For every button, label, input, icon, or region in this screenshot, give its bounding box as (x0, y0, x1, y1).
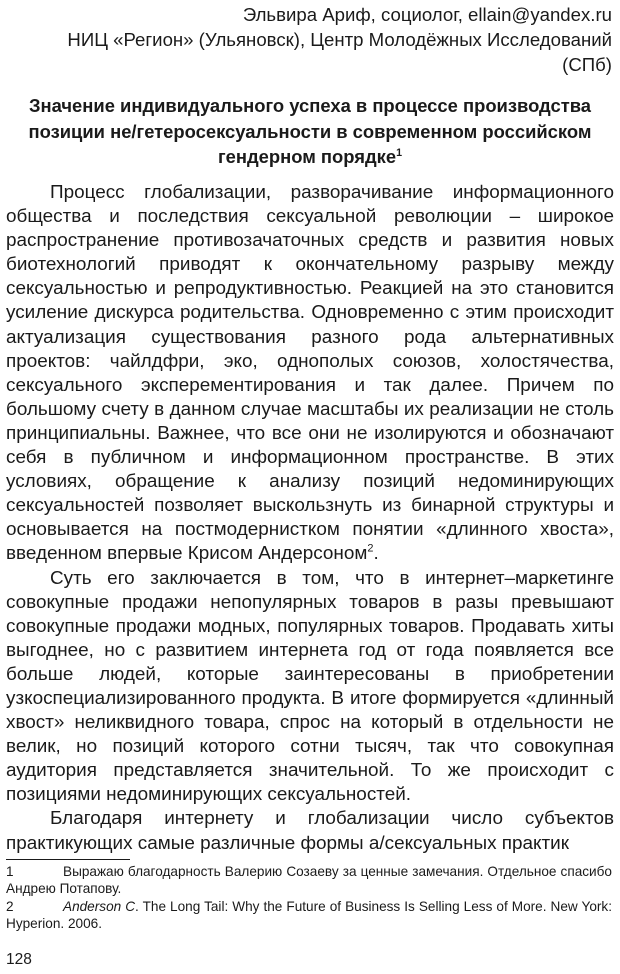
paragraph-text: Процесс глобализации, разворачивание информационного общества и последствия сексуальной революции – широкое распространение противозачаточных средств и развития новых биотехнологий приводят к окончательному разрыву между сексуальностью и репродуктивностью. Реакцией на это становится усиление дискурса родительства. Одновременно с этим происходит актуализация существования разного рода альтернативных проектов: чайлдфри, эко, однополых союзов, холостячества, сексуального эксперементирования и так далее. Причем по большому счету в данном случае масштабы их реализации не столь принципиальны. Важнее, что все они не изолируются и обозначают себя в публичном и информационном пространстве. В этих условиях, обращение к анализу позиций недоминирующих сексуальностей позволяет выскользнуть из бинарной структуры и основывается на постмодернистком понятии «длинного хвоста», введенном впервые Крисом Андерсоном (6, 182, 614, 565)
footnotes (6, 863, 612, 933)
page-number: 128 (6, 951, 32, 968)
paragraph (6, 181, 614, 567)
author-affiliation (12, 2, 612, 77)
footnote-number: 2 (6, 898, 14, 914)
paragraph-text: Суть его заключается в том, что в интернет–маркетинге совокупные продажи непопулярных товаров в разы превышают совокупные продажи модных, популярных товаров. Продавать хиты выгоднее, но с развитием интернета год от года появляется все больше людей, которые заинтересованы в приобретении узкоспециализированного продукта. В итоге формируется «длинный хвост» неликвидного товара, спрос на который в отдельности не велик, но позиций которого сотни тысяч, так что совокупная аудитория представляется значительной. То же происходит с позициями недоминирующих сексуальностей. (6, 567, 614, 806)
paragraph (6, 807, 614, 855)
footnote-text: Выражаю благодарность Валерию Созаеву за ценные замечания. Отдельное спасибо Андрею Потапову. (6, 864, 612, 897)
footnote-divider (6, 859, 130, 860)
article-body (6, 181, 614, 856)
author-line: Эльвира Ариф, социолог, ellain@yandex.ru (242, 4, 612, 25)
article-title (6, 93, 614, 170)
footnote-text: . The Long Tail: Why the Future of Business Is Selling Less of More. New York: Hyperion. 2006. (6, 898, 612, 932)
affiliation-line-continued: (СПб) (562, 54, 612, 75)
footnote-author: Anderson C (63, 898, 136, 914)
paragraph-text: Благодаря интернету и глобализации число субъектов практикующих самые различные формы а/сексуальных практик (6, 808, 614, 854)
footnote (6, 898, 612, 933)
footnote-number: 1 (6, 864, 14, 879)
title-footnote-ref: 1 (396, 146, 403, 159)
footnote-ref: 2 (367, 543, 374, 556)
article-title-text: Значение индивидуального успеха в процессе производства позиции не/гетеросексуальности в современном российском гендерном порядке (28, 95, 592, 167)
footnote (6, 863, 612, 898)
paragraph-tail: . (373, 543, 379, 565)
paragraph (6, 567, 614, 808)
affiliation-line: НИЦ «Регион» (Ульяновск), Центр Молодёжных Исследований (67, 29, 612, 50)
